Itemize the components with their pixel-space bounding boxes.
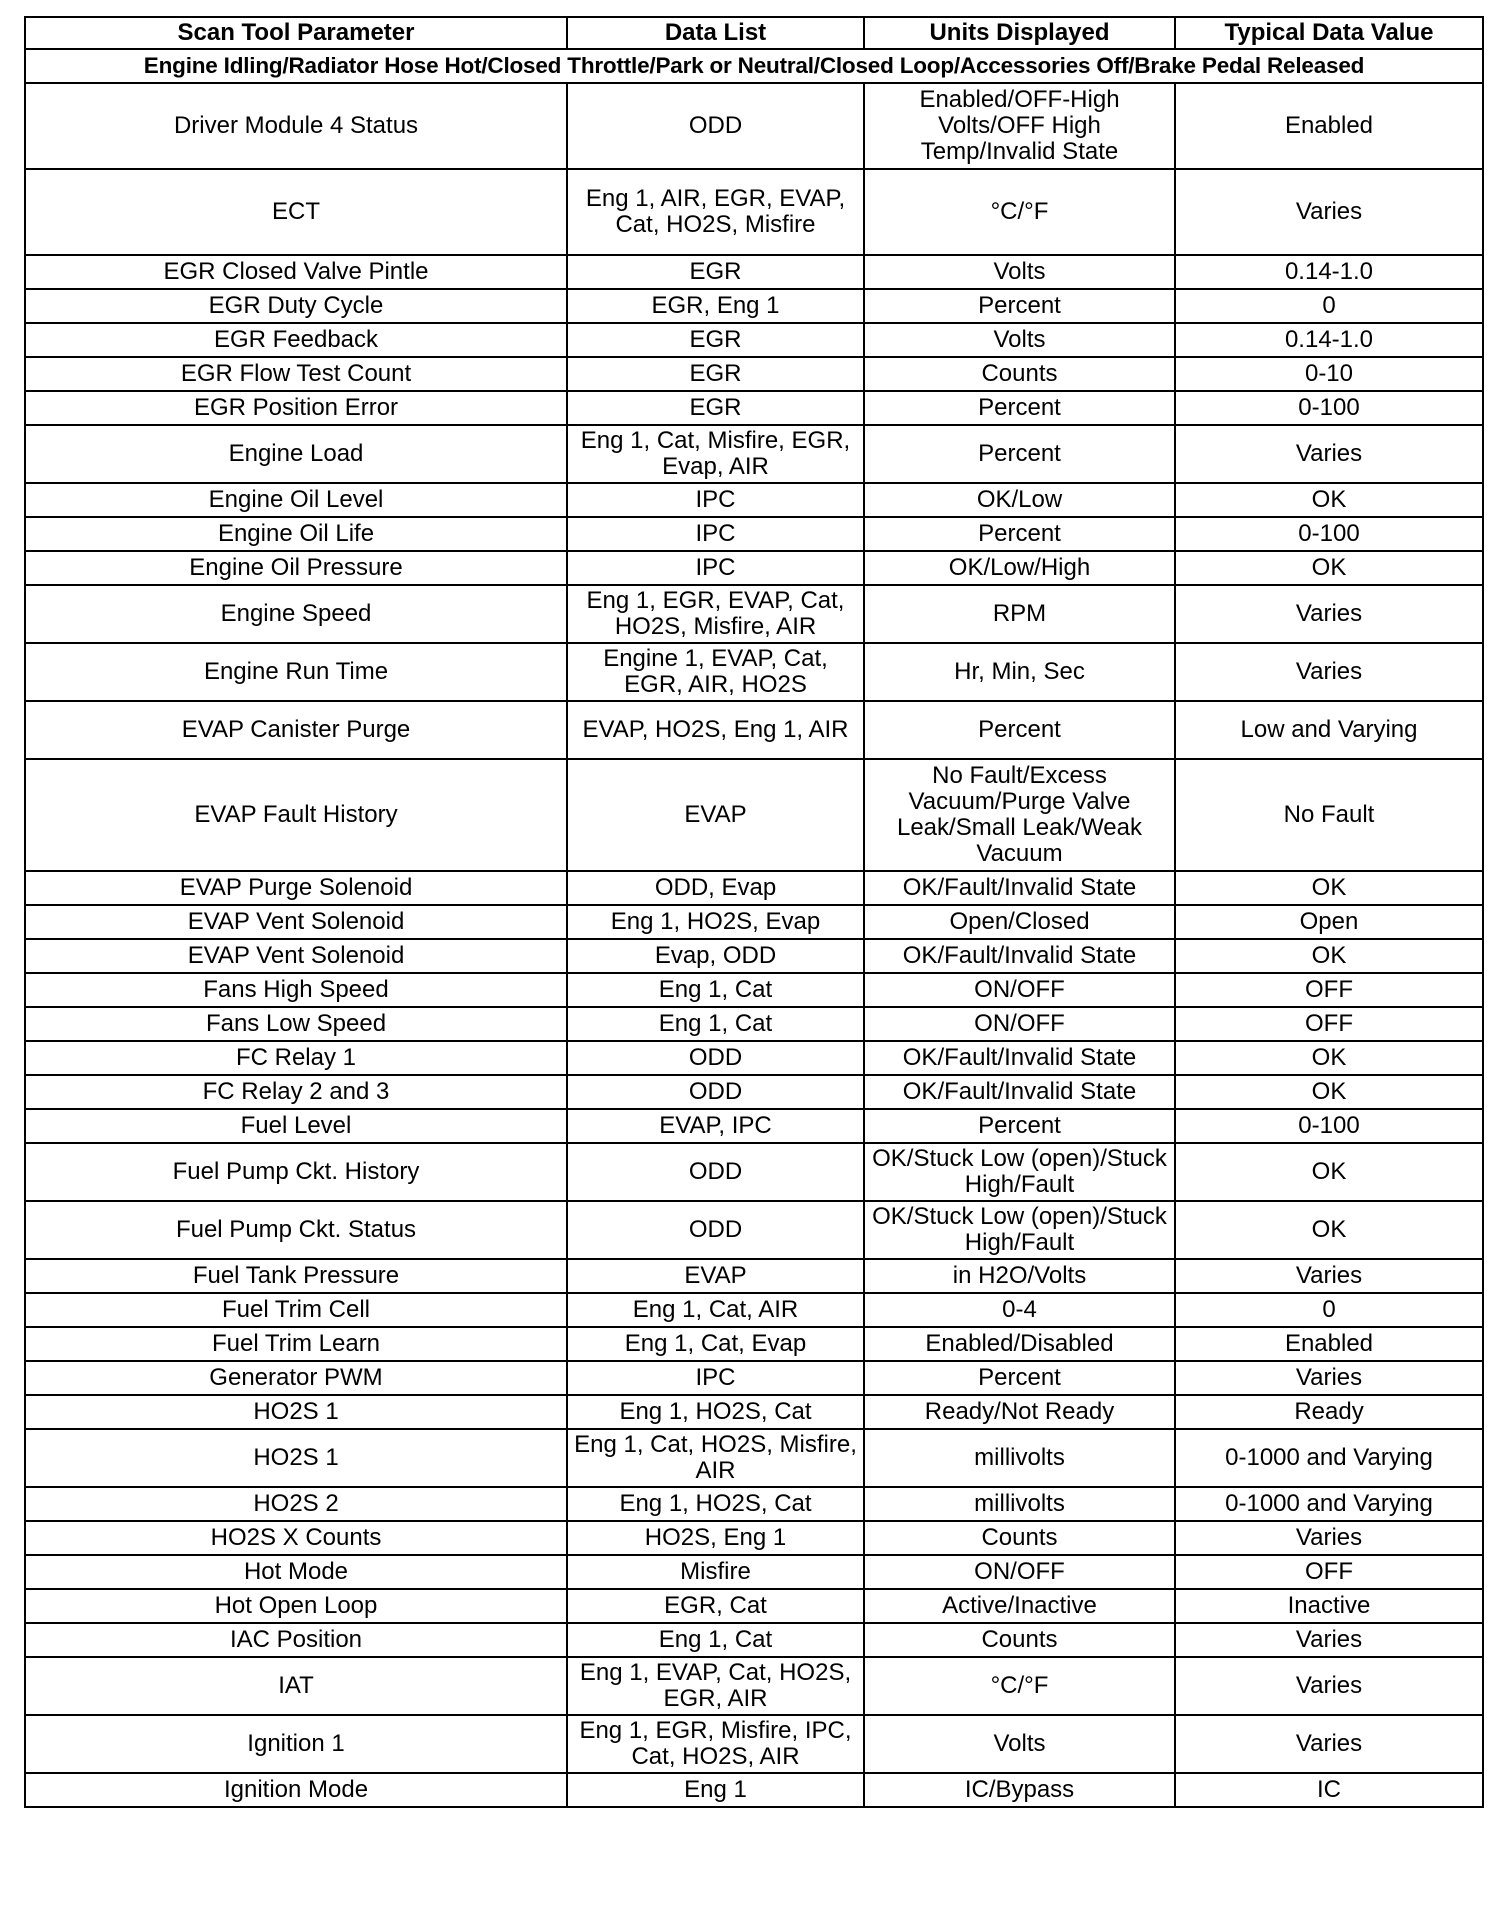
data-list-cell: Eng 1, EGR, Misfire, IPC, Cat, HO2S, AIR — [567, 1715, 864, 1773]
data-table-page — [24, 16, 1482, 1808]
typical-value-cell: OK — [1175, 871, 1483, 905]
table-row — [25, 1361, 1483, 1395]
data-list-cell: HO2S, Eng 1 — [567, 1521, 864, 1555]
units-cell: Volts — [864, 323, 1175, 357]
parameter-cell: FC Relay 2 and 3 — [25, 1075, 567, 1109]
units-cell: OK/Low — [864, 483, 1175, 517]
table-row — [25, 1555, 1483, 1589]
data-list-cell: EGR — [567, 255, 864, 289]
data-list-cell: EVAP, IPC — [567, 1109, 864, 1143]
table-row — [25, 391, 1483, 425]
parameter-cell: Fuel Trim Learn — [25, 1327, 567, 1361]
data-list-cell: Eng 1, Cat, Evap — [567, 1327, 864, 1361]
table-row — [25, 643, 1483, 701]
units-cell: Percent — [864, 391, 1175, 425]
units-cell: Enabled/OFF-High Volts/OFF High Temp/Invalid State — [864, 83, 1175, 169]
data-list-cell: Eng 1, Cat — [567, 973, 864, 1007]
table-row — [25, 1259, 1483, 1293]
data-list-cell: Eng 1, AIR, EGR, EVAP, Cat, HO2S, Misfire — [567, 169, 864, 255]
table-row — [25, 1589, 1483, 1623]
test-conditions: Engine Idling/Radiator Hose Hot/Closed Throttle/Park or Neutral/Closed Loop/Accessories Off/Brake Pedal Released — [25, 49, 1483, 83]
units-cell: OK/Fault/Invalid State — [864, 939, 1175, 973]
data-list-cell: EVAP — [567, 1259, 864, 1293]
typical-value-cell: 0.14-1.0 — [1175, 323, 1483, 357]
table-row — [25, 1041, 1483, 1075]
typical-value-cell: OK — [1175, 939, 1483, 973]
units-cell: Counts — [864, 357, 1175, 391]
parameter-cell: Fuel Tank Pressure — [25, 1259, 567, 1293]
typical-value-cell: 0-100 — [1175, 1109, 1483, 1143]
table-row — [25, 1007, 1483, 1041]
typical-value-cell: 0 — [1175, 289, 1483, 323]
parameter-cell: EVAP Vent Solenoid — [25, 905, 567, 939]
table-row — [25, 1521, 1483, 1555]
units-cell: OK/Fault/Invalid State — [864, 1041, 1175, 1075]
table-row — [25, 1429, 1483, 1487]
header-typical-data-value: Typical Data Value — [1175, 17, 1483, 49]
data-list-cell: Eng 1 — [567, 1773, 864, 1807]
units-cell: Percent — [864, 289, 1175, 323]
data-list-cell: ODD — [567, 83, 864, 169]
units-cell: millivolts — [864, 1429, 1175, 1487]
table-row — [25, 323, 1483, 357]
parameter-cell: Engine Run Time — [25, 643, 567, 701]
typical-value-cell: Varies — [1175, 585, 1483, 643]
parameter-cell: Fans Low Speed — [25, 1007, 567, 1041]
table-row — [25, 905, 1483, 939]
table-row — [25, 169, 1483, 255]
typical-value-cell: 0-1000 and Varying — [1175, 1429, 1483, 1487]
typical-value-cell: Varies — [1175, 643, 1483, 701]
data-list-cell: Eng 1, EGR, EVAP, Cat, HO2S, Misfire, AIR — [567, 585, 864, 643]
parameter-cell: Engine Oil Level — [25, 483, 567, 517]
table-row — [25, 973, 1483, 1007]
parameter-cell: Ignition Mode — [25, 1773, 567, 1807]
typical-value-cell: Ready — [1175, 1395, 1483, 1429]
parameter-cell: Fuel Trim Cell — [25, 1293, 567, 1327]
units-cell: 0-4 — [864, 1293, 1175, 1327]
typical-value-cell: Enabled — [1175, 1327, 1483, 1361]
units-cell: IC/Bypass — [864, 1773, 1175, 1807]
data-list-cell: Eng 1, Cat — [567, 1623, 864, 1657]
table-row — [25, 255, 1483, 289]
typical-value-cell: Varies — [1175, 1657, 1483, 1715]
table-row — [25, 1623, 1483, 1657]
parameter-cell: Fuel Pump Ckt. Status — [25, 1201, 567, 1259]
parameter-cell: HO2S 1 — [25, 1395, 567, 1429]
table-row — [25, 585, 1483, 643]
table-row — [25, 1487, 1483, 1521]
parameter-cell: Ignition 1 — [25, 1715, 567, 1773]
table-row — [25, 289, 1483, 323]
typical-value-cell: Varies — [1175, 425, 1483, 483]
units-cell: OK/Fault/Invalid State — [864, 871, 1175, 905]
table-row — [25, 1143, 1483, 1201]
units-cell: OK/Fault/Invalid State — [864, 1075, 1175, 1109]
typical-value-cell: OK — [1175, 1075, 1483, 1109]
parameter-cell: Engine Load — [25, 425, 567, 483]
typical-value-cell: IC — [1175, 1773, 1483, 1807]
parameter-cell: Hot Open Loop — [25, 1589, 567, 1623]
typical-value-cell: Varies — [1175, 169, 1483, 255]
table-row — [25, 83, 1483, 169]
parameter-cell: Fuel Pump Ckt. History — [25, 1143, 567, 1201]
typical-value-cell: OK — [1175, 1041, 1483, 1075]
parameter-cell: EGR Duty Cycle — [25, 289, 567, 323]
units-cell: ON/OFF — [864, 973, 1175, 1007]
table-row — [25, 1201, 1483, 1259]
table-row — [25, 871, 1483, 905]
data-list-cell: Eng 1, HO2S, Cat — [567, 1487, 864, 1521]
units-cell: Ready/Not Ready — [864, 1395, 1175, 1429]
data-list-cell: Misfire — [567, 1555, 864, 1589]
data-list-cell: EGR — [567, 357, 864, 391]
data-list-cell: Evap, ODD — [567, 939, 864, 973]
table-body — [25, 83, 1483, 1807]
typical-value-cell: OFF — [1175, 1555, 1483, 1589]
table-row — [25, 1109, 1483, 1143]
data-list-cell: Eng 1, EVAP, Cat, HO2S, EGR, AIR — [567, 1657, 864, 1715]
table-row — [25, 357, 1483, 391]
data-list-cell: Engine 1, EVAP, Cat, EGR, AIR, HO2S — [567, 643, 864, 701]
typical-value-cell: OK — [1175, 1201, 1483, 1259]
data-list-cell: Eng 1, Cat — [567, 1007, 864, 1041]
typical-value-cell: OK — [1175, 551, 1483, 585]
typical-value-cell: 0 — [1175, 1293, 1483, 1327]
table-row — [25, 551, 1483, 585]
data-list-cell: IPC — [567, 551, 864, 585]
typical-value-cell: Low and Varying — [1175, 701, 1483, 759]
data-list-cell: EVAP — [567, 759, 864, 871]
parameter-cell: IAC Position — [25, 1623, 567, 1657]
data-list-cell: Eng 1, HO2S, Evap — [567, 905, 864, 939]
data-list-cell: Eng 1, Cat, AIR — [567, 1293, 864, 1327]
typical-value-cell: 0-100 — [1175, 391, 1483, 425]
units-cell: Percent — [864, 1361, 1175, 1395]
units-cell: Counts — [864, 1521, 1175, 1555]
data-list-cell: EGR — [567, 323, 864, 357]
parameter-cell: Engine Speed — [25, 585, 567, 643]
typical-value-cell: OK — [1175, 483, 1483, 517]
parameter-cell: EGR Feedback — [25, 323, 567, 357]
units-cell: Percent — [864, 701, 1175, 759]
data-list-cell: ODD — [567, 1075, 864, 1109]
parameter-cell: HO2S X Counts — [25, 1521, 567, 1555]
data-list-cell: EGR, Eng 1 — [567, 289, 864, 323]
condition-row — [25, 49, 1483, 83]
table-row — [25, 1293, 1483, 1327]
scan-tool-data-table — [24, 16, 1484, 1808]
data-list-cell: IPC — [567, 1361, 864, 1395]
units-cell: ON/OFF — [864, 1007, 1175, 1041]
table-row — [25, 1715, 1483, 1773]
parameter-cell: IAT — [25, 1657, 567, 1715]
typical-value-cell: Varies — [1175, 1521, 1483, 1555]
typical-value-cell: Varies — [1175, 1259, 1483, 1293]
data-list-cell: EVAP, HO2S, Eng 1, AIR — [567, 701, 864, 759]
data-list-cell: ODD, Evap — [567, 871, 864, 905]
table-row — [25, 759, 1483, 871]
parameter-cell: Driver Module 4 Status — [25, 83, 567, 169]
parameter-cell: HO2S 2 — [25, 1487, 567, 1521]
parameter-cell: EVAP Canister Purge — [25, 701, 567, 759]
units-cell: °C/°F — [864, 169, 1175, 255]
parameter-cell: Engine Oil Life — [25, 517, 567, 551]
table-row — [25, 483, 1483, 517]
table-row — [25, 1773, 1483, 1807]
units-cell: RPM — [864, 585, 1175, 643]
header-row — [25, 17, 1483, 49]
typical-value-cell: 0.14-1.0 — [1175, 255, 1483, 289]
units-cell: ON/OFF — [864, 1555, 1175, 1589]
units-cell: millivolts — [864, 1487, 1175, 1521]
units-cell: Percent — [864, 517, 1175, 551]
parameter-cell: ECT — [25, 169, 567, 255]
header-units-displayed: Units Displayed — [864, 17, 1175, 49]
data-list-cell: Eng 1, Cat, Misfire, EGR, Evap, AIR — [567, 425, 864, 483]
parameter-cell: Fans High Speed — [25, 973, 567, 1007]
units-cell: Hr, Min, Sec — [864, 643, 1175, 701]
typical-value-cell: Inactive — [1175, 1589, 1483, 1623]
parameter-cell: EVAP Purge Solenoid — [25, 871, 567, 905]
parameter-cell: EGR Flow Test Count — [25, 357, 567, 391]
table-row — [25, 425, 1483, 483]
parameter-cell: EGR Closed Valve Pintle — [25, 255, 567, 289]
data-list-cell: ODD — [567, 1201, 864, 1259]
table-row — [25, 1075, 1483, 1109]
parameter-cell: EVAP Vent Solenoid — [25, 939, 567, 973]
parameter-cell: EVAP Fault History — [25, 759, 567, 871]
typical-value-cell: No Fault — [1175, 759, 1483, 871]
parameter-cell: Hot Mode — [25, 1555, 567, 1589]
units-cell: Percent — [864, 425, 1175, 483]
units-cell: Counts — [864, 1623, 1175, 1657]
typical-value-cell: 0-100 — [1175, 517, 1483, 551]
typical-value-cell: 0-10 — [1175, 357, 1483, 391]
data-list-cell: ODD — [567, 1041, 864, 1075]
units-cell: OK/Stuck Low (open)/Stuck High/Fault — [864, 1143, 1175, 1201]
units-cell: Volts — [864, 255, 1175, 289]
units-cell: Enabled/Disabled — [864, 1327, 1175, 1361]
units-cell: Percent — [864, 1109, 1175, 1143]
table-row — [25, 701, 1483, 759]
typical-value-cell: Varies — [1175, 1361, 1483, 1395]
data-list-cell: IPC — [567, 483, 864, 517]
units-cell: in H2O/Volts — [864, 1259, 1175, 1293]
table-row — [25, 517, 1483, 551]
units-cell: OK/Low/High — [864, 551, 1175, 585]
parameter-cell: Generator PWM — [25, 1361, 567, 1395]
typical-value-cell: Varies — [1175, 1623, 1483, 1657]
units-cell: Open/Closed — [864, 905, 1175, 939]
parameter-cell: FC Relay 1 — [25, 1041, 567, 1075]
units-cell: No Fault/Excess Vacuum/Purge Valve Leak/Small Leak/Weak Vacuum — [864, 759, 1175, 871]
table-row — [25, 1395, 1483, 1429]
typical-value-cell: Varies — [1175, 1715, 1483, 1773]
table-row — [25, 939, 1483, 973]
data-list-cell: Eng 1, HO2S, Cat — [567, 1395, 864, 1429]
typical-value-cell: Open — [1175, 905, 1483, 939]
parameter-cell: EGR Position Error — [25, 391, 567, 425]
parameter-cell: HO2S 1 — [25, 1429, 567, 1487]
header-scan-tool-parameter: Scan Tool Parameter — [25, 17, 567, 49]
units-cell: OK/Stuck Low (open)/Stuck High/Fault — [864, 1201, 1175, 1259]
units-cell: Volts — [864, 1715, 1175, 1773]
typical-value-cell: OFF — [1175, 1007, 1483, 1041]
typical-value-cell: 0-1000 and Varying — [1175, 1487, 1483, 1521]
units-cell: °C/°F — [864, 1657, 1175, 1715]
header-data-list: Data List — [567, 17, 864, 49]
table-row — [25, 1657, 1483, 1715]
table-row — [25, 1327, 1483, 1361]
units-cell: Active/Inactive — [864, 1589, 1175, 1623]
data-list-cell: IPC — [567, 517, 864, 551]
typical-value-cell: OFF — [1175, 973, 1483, 1007]
typical-value-cell: Enabled — [1175, 83, 1483, 169]
data-list-cell: EGR, Cat — [567, 1589, 864, 1623]
parameter-cell: Engine Oil Pressure — [25, 551, 567, 585]
data-list-cell: Eng 1, Cat, HO2S, Misfire, AIR — [567, 1429, 864, 1487]
parameter-cell: Fuel Level — [25, 1109, 567, 1143]
typical-value-cell: OK — [1175, 1143, 1483, 1201]
data-list-cell: EGR — [567, 391, 864, 425]
data-list-cell: ODD — [567, 1143, 864, 1201]
